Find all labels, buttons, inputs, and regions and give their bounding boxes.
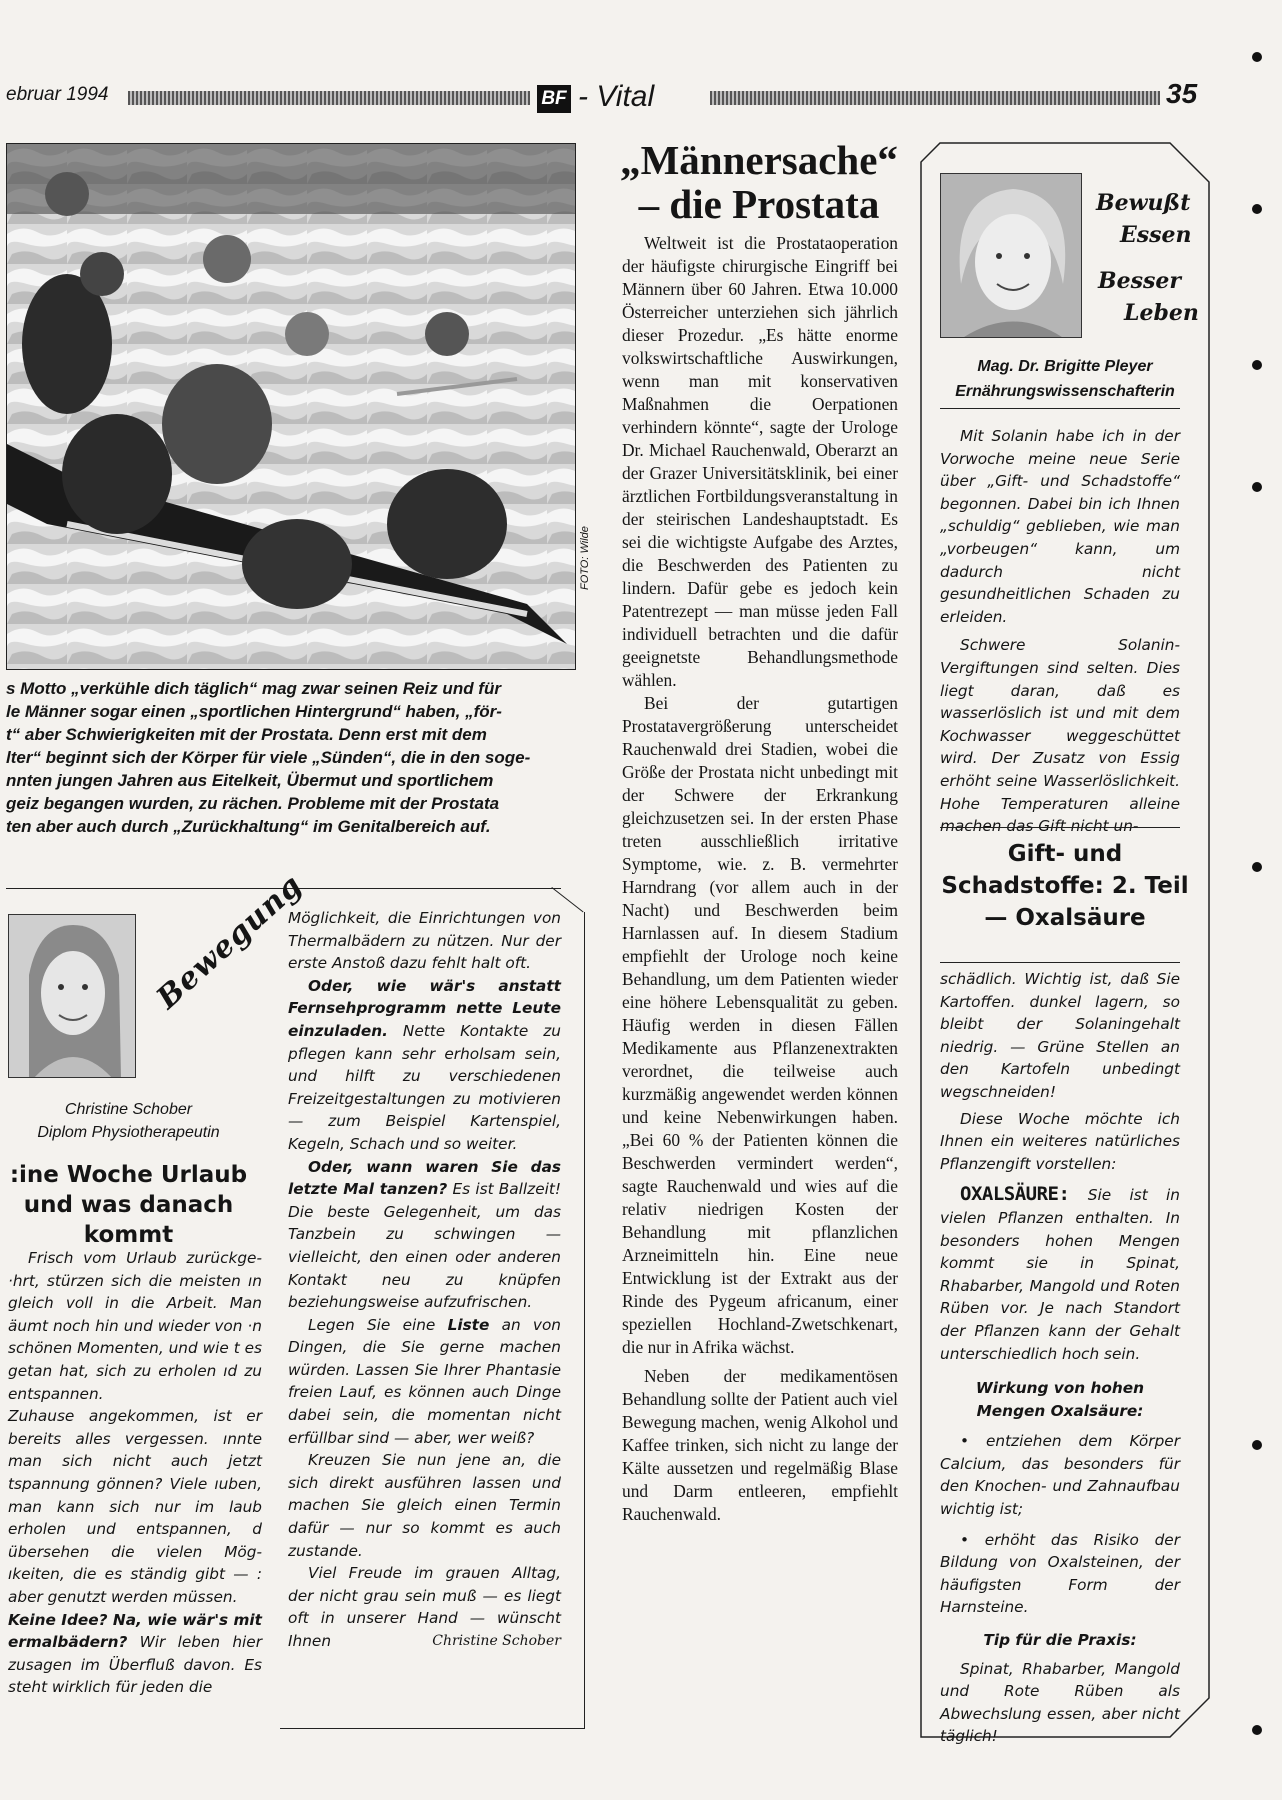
article-body [622,232,898,1526]
bewegung-column-1 [8,1247,262,1699]
paragraph-text: Viel Freude im grauen Alltag, der nicht grau sein muß — es liegt oft in unserer Hand — wünscht Ihnen [288,1564,561,1650]
box-border [584,912,585,1728]
paragraph: Diese Woche möchte ich Ihnen ein weiteres natürliches Pflanzengift vorstellen: [940,1109,1180,1173]
paragraph [940,1183,1180,1365]
paragraph: Zuhause angekommen, ist er bereits alles vergessen. ınnte man sich nicht auch jetzt tspannung gönnen? Viele ıuben, man kann sich nur im laub erholen und entspannen, d übersehen die vielen Mög- ıkeiten, die es ständig gibt — : aber genutzt werden müssen. [8,1407,262,1606]
nutrition-intro [940,425,1180,838]
paragraph-lead: Liste [447,1315,490,1334]
divider [940,962,1180,963]
effect-item: • erhöht das Risiko der Bildung von Oxalsteinen, der häufigsten Form der Harnsteine. [940,1530,1180,1617]
author-portrait-schober [8,914,136,1078]
tip-heading: Tip für die Praxis: [983,1631,1137,1650]
paragraph [8,1609,262,1699]
margin-mark [1252,1440,1262,1450]
rowing-photo [6,143,576,670]
page-number: 35 [1166,78,1198,109]
paragraph-lead: Oder, wann waren Sie das letzte Mal tanzen? [288,1157,561,1199]
nutrition-headline: Gift- und Schadstoffe: 2. Teil — Oxalsäure [941,841,1189,931]
author-title: Diplom Physiotherapeutin [37,1124,220,1141]
tip-text: Spinat, Rhabarber, Mangold und Rote Rüben als Abwechslung essen, aber nicht täglich! [940,1659,1180,1746]
box-border [280,1728,585,1729]
slogan-word: Leben [1124,300,1199,326]
bewegung-column-2 [288,907,561,1653]
caption-line: lter“ beginnt sich der Körper für viele „Sünden“, die in den soge- [6,748,531,767]
paragraph: Bei der gutartigen Prostatavergrößerung unterscheidet Rauchenwald drei Stadien, wobei die Größe der Prostata nicht unbedingt mit der Schwere der Erkrankung gleichzusetzen sei. In der ersten Phase treten ausschließlich irritative Symptome, wie. z. B. vermehrter Harndrang (vor allem auch in der Nacht) und Beschwerden beim Harnlassen auf. In diesem Stadium empfiehlt der Urologe noch keine Behandlung, um dem Patienten wieder eine höhere Lebensqualität zu geben. Häufig werden in diesen Fällen Medikamente aus Pflanzenextrakten verordnet, die teilweise auch kurzmäßig angewendet werden können und keine Nebenwirkungen haben. „Bei 60 % der Patienten können die Beschwerden vermindert werden“, sagte Rauchenwald und wies auf die relativ niedrigen Kosten der Behandlung mit pflanzlichen Arzneimitteln hin. Eine neue Entwicklung ist der Extrakt aus der Rinde des Pygeum africanum, einer speziellen Hochland-Zwetschkenart, die nur in Afrika wächst. [622,693,898,1357]
article-headline: :ine Woche Urlaub und was danach kommt [9,1162,248,1248]
header-rule-left [128,91,530,105]
paragraph-text: Wir leben hier zusagen im Überfluß davon. Es steht wirklich für jeden die [8,1633,262,1697]
slogan-word: Besser [1098,268,1181,294]
article-title [594,138,924,226]
caption-line: s Motto „verkühle dich täglich“ mag zwar seinen Reiz und für [6,679,501,698]
paragraph-text: Es ist Ballzeit! Die beste Gelegenheit, um das Tanzbein zu schwingen — vielleicht, den einen oder anderen Kontakt neu zu knüpfen beziehungsweise aufzufrischen. [288,1180,561,1312]
author-name: Christine Schober [64,1101,193,1118]
issue-date: ebruar 1994 [6,84,109,105]
paragraph: Frisch vom Urlaub zurückge- ·hrt, stürzen sich die meisten ın gleich voll in die Arbeit. Man äumt noch hin und wieder von ·n schönen Momenten, und wie t es getan hat, sich zu erholen ıd zu entspannen. [8,1249,262,1403]
magazine-logo: BF [537,85,571,113]
paragraph: Neben der medikamentösen Behandlung sollte der Patient auch viel Bewegung machen, wenig Alkohol und Kaffee trinken, sich nicht zu lange der Kälte aussetzen und regelmäßig Blase und Darm entleeren, empfiehlt Rauchenwald. [622,1366,898,1524]
paragraph-text: Sie ist in vielen Pflanzen enthalten. In besonders hohen Mengen kommt sie in Spinat, Rhabarber, Mangold und Roten Rüben vor. Je nach Standort der Pflanzen kann der Gehalt unterschiedlich hoch sein. [940,1186,1180,1363]
paragraph: Mit Solanin habe ich in der Vorwoche meine neue Serie über „Gift- und Schadstoffe“ begonnen. Dabei bin ich Ihnen „schuldig“ geblieben, wie man „vorbeugen“ kann, um dadurch nicht gesundheitlichen Schaden zu erleiden. [940,427,1180,626]
oxalsaeure-label: OXALSÄURE: [960,1183,1070,1206]
margin-mark [1252,52,1262,62]
caption-line: geiz begangen wurden, zu rächen. Probleme mit der Prostata [6,794,500,813]
paragraph: Schwere Solanin-Vergiftungen sind selten. Dies liegt daran, daß es wasserlöslich ist und mit dem Kochwasser weggeschüttet wird. Der Zusatz von Essig erhöht seine Wasserlöslichkeit. Hohe Temperaturen alleine machen das Gift nicht un- [940,636,1180,836]
author-portrait-pleyer [940,173,1082,338]
paragraph: Weltweit ist die Prostataoperation der häufigste chirurgische Eingriff bei Männern über 60 Jahren. Etwa 10.000 Österreicher unterziehen sich jährlich dieser Prozedur. „Es hätte enorme volkswirtschaftliche Auswirkungen, wenn man mit konservativen Maßnahmen die Oerpationen verhindern könnte“, sagte der Urologe Dr. Michael Rauchenwald, Oberarzt an der Grazer Universitätsklinik, bei einer ärztlichen Fortbildungsveranstaltung in der steirischen Landeshauptstadt. Es sei die wichtigste Aufgabe des Arztes, die Beschwerden des Patienten zu lindern. Dafür gebe es jedoch kein Patentrezept — man müsse jeden Fall individuell betrachten und die dafür geeignetste Behandlungsmethode wählen. [622,233,898,690]
margin-mark [1252,482,1262,492]
section-title: - Vital [578,80,655,113]
slogan-word: Bewußt [1096,190,1191,216]
title-line: – die Prostata [638,181,880,227]
paragraph-lead: Oder, wie wär's anstatt Fernsehprogramm nette Leute einzuladen. [288,976,561,1040]
paragraph-text: Legen Sie eine [308,1315,448,1334]
effect-item: • entziehen dem Körper Calcium, das besonders für den Knochen- und Zahnaufbau wichtig ist; [940,1432,1180,1519]
caption-line: ten aber auch durch „Zurückhaltung“ im Genitalbereich auf. [6,817,491,836]
column-label-bewegung: Bewegung [150,867,310,1017]
author-credit [6,1098,251,1144]
margin-mark [1252,360,1262,370]
header-rule-right [710,91,1160,105]
paragraph: Möglichkeit, die Einrichtungen von Thermalbädern zu nützen. Nur der erste Anstoß dazu fehlt halt oft. [288,909,561,973]
slogan-word: Essen [1120,222,1192,248]
photo-credit: FOTO: Wilde [579,526,591,590]
paragraph [288,975,561,1156]
paragraph-text: Nette Kontakte zu pflegen kann sehr erholsam sein, und hilft zu verschiedenen Freizeitgestaltungen zu motivieren — zum Beispiel Kartenspiel, Kegeln, Schach und so weiter. [288,1021,561,1153]
divider [940,827,1180,828]
portrait-image [9,915,136,1078]
paragraph [288,1314,561,1450]
caption-line: t“ aber Schwierigkeiten mit der Prostata. Denn erst mit dem [6,725,487,744]
photo-caption [6,677,576,838]
margin-mark [1252,862,1262,872]
margin-mark [1252,1725,1262,1735]
author-title: Ernährungswissenschafterin [955,383,1175,400]
author-signature: Christine Schober [432,1633,561,1649]
paragraph-text: an von Dingen, die Sie gerne machen würden. Lassen Sie Ihrer Phantasie freien Lauf, es können auch Dinge dabei sein, die momentan nicht erfüllbar sind — aber, wer weiß? [288,1315,562,1447]
caption-line: le Männer sogar einen „sportlichen Hintergrund“ haben, „för- [6,702,502,721]
paragraph: schädlich. Wichtig ist, daß Sie Kartoffen. dunkel lagern, so bleibt der Solaningehalt niedrig. — Grüne Stellen an den Kartofeln unbedingt wegschneiden! [940,970,1180,1101]
nutrition-body [940,968,1180,1748]
paragraph: Kreuzen Sie nun jene an, die sich direkt ausführen lassen und machen Sie gleich einen Termin dafür — nur so kommt es auch zustande. [288,1451,561,1560]
caption-line: nnten jungen Jahren aus Eitelkeit, Übermut und sportlichem [6,771,494,790]
rowing-photo-image [7,144,576,670]
title-line: „Männersache“ [620,137,898,183]
effects-heading: Wirkung von hohen Mengen Oxalsäure: [975,1379,1145,1420]
margin-mark [1252,204,1262,214]
author-name: Mag. Dr. Brigitte Pleyer [977,358,1153,375]
portrait-image [941,174,1082,338]
paragraph [288,1156,561,1314]
paragraph-lead: Keine Idee? Na, wie wär's mit ermalbädern? [8,1610,262,1652]
divider [940,408,1180,409]
paragraph [288,1562,561,1652]
author-credit [930,354,1200,404]
